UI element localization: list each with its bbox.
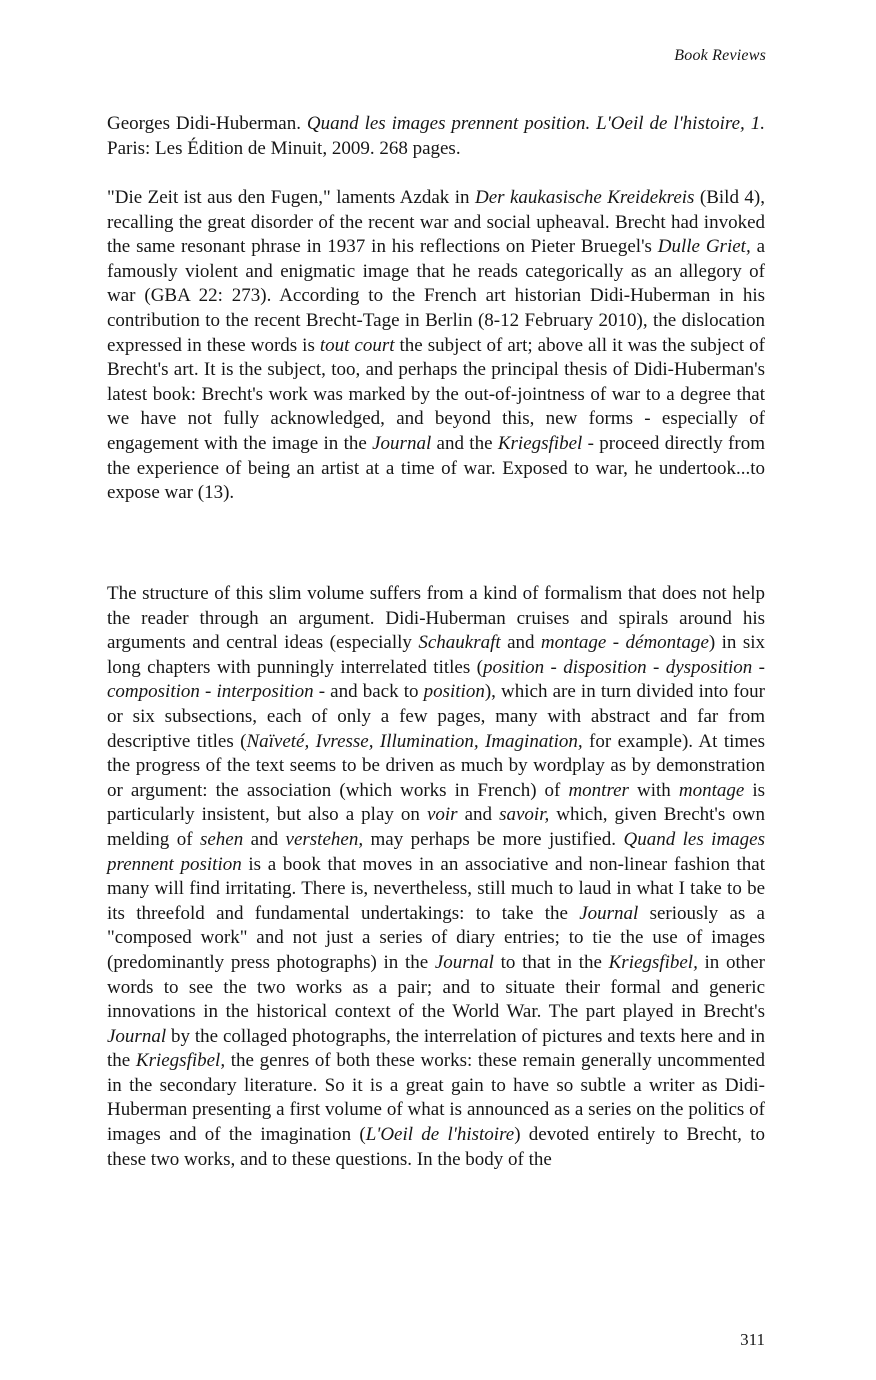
text-run: and (457, 804, 500, 826)
text-run: - and back to (313, 681, 424, 703)
text-run: the subject of art; above all it was the subject of Brecht's art. It is the subject, too, and perhaps the principal thesis of Didi-Huberman's latest book: Brecht's work was marked by the out-of-jointness of war to a degree that we have not fully acknowledged, and beyond this, new forms - especially of engagement with the image in the (107, 334, 765, 454)
italic-text-run: Quand les images prennent position. L'Oeil de l'histoire, 1. (306, 113, 765, 134)
italic-text-run: Dulle Griet, (657, 236, 751, 258)
running-head: Book Reviews (674, 47, 766, 64)
italic-text-run: Journal (579, 902, 639, 924)
italic-text-run: Kriegsfibel (497, 432, 583, 454)
italic-text-run: montage (678, 779, 745, 801)
italic-text-run: Quand les images prennent position (107, 828, 766, 875)
text-run: and (500, 632, 541, 654)
text-run: by the collaged photographs, the interrelation of pictures and texts here and in the (107, 1025, 765, 1072)
text-run: a famously violent and enigmatic image that he reads categorically as an allegory of war (GBA 22: 273). According to the French art historian Didi-Huberman in his contribution to the recent Brecht-Tage in Berlin (8-12 February 2010), the dislocation expressed in these words is (107, 236, 765, 356)
text-run: which, given Brecht's own melding of (107, 804, 765, 850)
italic-text-run: position (423, 681, 485, 703)
italic-text-run: tout court (319, 334, 395, 356)
italic-text-run: Der kaukasische Kreidekreis (474, 187, 695, 208)
italic-text-run: Journal (107, 1025, 167, 1047)
text-run: Paris: Les Édition de Minuit, 2009. 268 pages. (107, 137, 461, 159)
text-run: "Die Zeit ist aus den Fugen," laments Azdak in (107, 187, 475, 208)
text-run: (Bild 4), recalling the great disorder of the recent war and social upheaval. Brecht had invoked the same resonant phrase in 1937 in his reflections on Pieter Bruegel's (107, 187, 765, 258)
italic-text-run: Naïveté, Ivresse, Illumination, Imagination, (246, 730, 583, 752)
text-run: for example). At times the progress of the text seems to be driven as much by wordplay as by demonstration or argument: the association (which works in French) of (107, 730, 765, 801)
book-citation (107, 112, 765, 161)
text-run: Georges Didi-Huberman. (107, 113, 307, 134)
text-run: the genres of both these works: these remain generally uncommented in the secondary literature. So it is a great gain to have so subtle a writer as Didi-Huberman presenting a first volume of what is announced as a series on the politics of images and of the imagination ( (107, 1050, 766, 1146)
text-run: and the (431, 432, 498, 454)
italic-text-run: montrer (568, 779, 629, 801)
text-run: - proceed directly from the experience of being an artist at a time of war. Exposed to war, he undertook...to expose war (13). (107, 432, 765, 504)
italic-text-run: voir (426, 804, 458, 826)
italic-text-run: montage - démontage (540, 632, 709, 654)
review-paragraph-1 (107, 186, 765, 506)
italic-text-run: Kriegsfibel, (135, 1050, 226, 1072)
text-run: seriously as a "composed work" and not just a series of diary entries; to tie the use of images (predominantly press photographs) in the (107, 902, 765, 973)
text-run: ), which are in turn divided into four or six subsections, each of only a few pages, many with abstract and far from descriptive titles ( (107, 681, 766, 752)
text-run: ) in six long chapters with punningly interrelated titles ( (107, 632, 765, 678)
text-run: is a book that moves in an associative and non-linear fashion that many will find irritating. There is, nevertheless, still much to laud in what I take to be its threefold and fundamental undertakings: to take the (107, 853, 765, 924)
text-run: is particularly insistent, but also a play on (107, 779, 765, 826)
italic-text-run: Schaukraft (418, 632, 501, 654)
review-paragraph-2 (107, 582, 765, 1172)
italic-text-run: sehen (199, 828, 244, 850)
italic-text-run: savoir, (499, 804, 550, 826)
page-number: 311 (740, 1330, 765, 1349)
text-run: in other words to see the two works as a pair; and to situate their formal and generic innovations in the historical context of the World War. The part played in Brecht's (107, 951, 766, 1023)
italic-text-run: verstehen, (285, 828, 364, 850)
text-run: with (628, 779, 679, 801)
text-run: ) devoted entirely to Brecht, to these two works, and to these questions. In the body of the (107, 1124, 765, 1170)
italic-text-run: Journal (372, 432, 432, 454)
italic-text-run: Kriegsfibel, (608, 951, 698, 973)
text-run: may perhaps be more justified. (363, 828, 624, 850)
italic-text-run: position - disposition - dysposition - composition - interposition (107, 656, 765, 703)
text-run: and (243, 828, 286, 850)
text-run: to that in the (493, 951, 609, 973)
text-run: The structure of this slim volume suffers from a kind of formalism that does not help the reader through an argument. Didi-Huberman cruises and spirals around his arguments and central ideas (especially (107, 583, 765, 654)
italic-text-run: L'Oeil de l'histoire (365, 1124, 515, 1146)
italic-text-run: Journal (434, 951, 494, 973)
